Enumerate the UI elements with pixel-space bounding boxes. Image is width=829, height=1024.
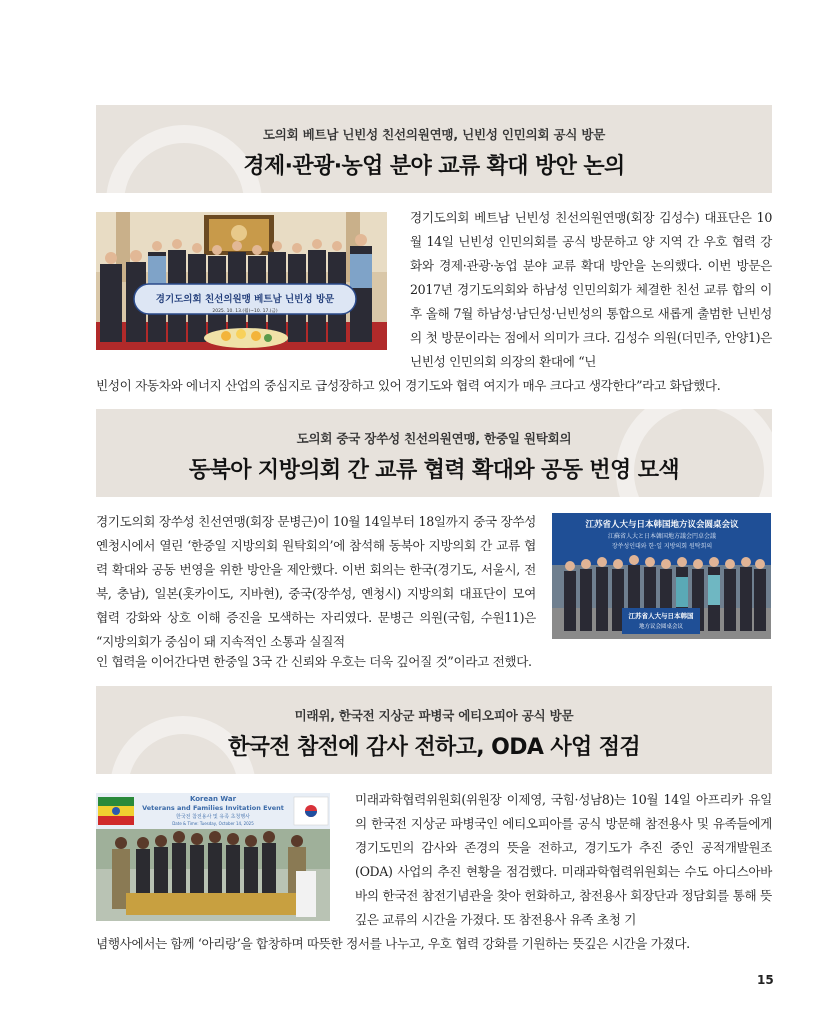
- article-3-body-wrapped: 미래과학협력위원회(위원장 이제영, 국힘·성남8)는 10월 14일 아프리카 유일의 한국전 지상군 파병국인 에티오피아를 공식 방문해 참전용사 및 유족들에게 경기도민의 감사와 존경의 뜻을 전하고, 경기도가 추진 중인 공적개발원조(ODA) 사업의 추진 현황을 점검했다. 미래과학협력위원회는 수도 아디스아바바의 한국전 참전기념관을 찾아 헌화하고, 참전용사 회장단과 정담회를 통해 뜻깊은 교류의 시간을 가졌다. 또 참전용사 유족 초청 기: [355, 792, 772, 927]
- article-3-photo-banner-2: Veterans and Families Invitation Event: [142, 804, 284, 812]
- article-3-body-full: 념행사에서는 함께 ‘아리랑’을 합창하며 따뜻한 정서를 나누고, 우호 협력 강화를 기원하는 뜻깊은 시간을 가졌다.: [96, 936, 690, 951]
- article-3-photo-banner-1: Korean War: [189, 795, 237, 803]
- article-2-header: [96, 409, 772, 497]
- article-1-photo-banner: 경기도의회 친선의원맹 베트남 닌빈성 방문: [155, 294, 335, 305]
- article-3-subtitle: 미래위, 한국전 지상군 파병국 에티오피아 공식 방문: [294, 708, 574, 723]
- article-2-photo-banner-2: 江蘇省人大と日本韓国地方議会円卓会議: [607, 533, 717, 540]
- article-1-subtitle: 도의회 베트남 닌빈성 친선의원연맹, 닌빈성 인민의회 공식 방문: [262, 127, 606, 142]
- article-1-body-wrapped: 경기도의회 베트남 닌빈성 친선의원연맹(회장 김성수) 대표단은 10월 14일 닌빈성 인민의회를 공식 방문하고 양 지역 간 우호 협력 강화와 경제·관광·농업 분야 교류 확대 방안을 논의했다. 이번 방문은 2017년 경기도의회와 하남성 인민의회가 체결한 친선 교류 합의 이후 올해 7월 하남성·남딘성·닌빈성의 통합으로 새롭게 출범한 닌빈성의 첫 방문이라는 점에서 의미가 크다. 김성수 의원(더민주, 안양1)은 닌빈성 인민의회 의장의 환대에 “닌: [410, 210, 772, 369]
- page-number: 15: [757, 973, 774, 987]
- article-3-title: 한국전 참전에 감사 전하고, ODA 사업 점검: [227, 735, 641, 760]
- article-3-photo-banner-3: 한국전 참전용사 및 유족 초청행사: [176, 814, 250, 820]
- article-3-photo-banner-4: Date & Time: Tuesday, October 14, 2025: [172, 821, 254, 826]
- article-2-photo-banner-3: 장쑤성인대와 한·일 지방의회 원탁회의: [611, 543, 713, 550]
- article-1-header: [96, 105, 772, 193]
- article-1-body-full: 빈성이 자동차와 에너지 산업의 중심지로 급성장하고 있어 경기도와 협력 여지가 매우 크다고 생각한다”라고 화답했다.: [96, 378, 721, 393]
- article-2-subtitle: 도의회 중국 장쑤성 친선의원연맹, 한중일 원탁회의: [296, 431, 572, 446]
- article-1-photo: [96, 212, 387, 350]
- article-3-header: [96, 686, 772, 774]
- article-2-body-full: 인 협력을 이어간다면 한중일 3국 간 신뢰와 우호는 더욱 깊어질 것”이라고 전했다.: [96, 654, 532, 669]
- article-2-photo-banner-1: 江苏省人大与日本韩国地方议会圆桌会议: [585, 520, 739, 530]
- article-1-photo-date: 2025. 10. 13.(월)~10. 17.(금): [212, 309, 278, 314]
- article-2-photo-stand-1: 江苏省人大与日本韩国: [628, 612, 694, 620]
- article-2-photo: [552, 513, 771, 639]
- article-2-photo-stand-2: 地方议会圆桌会议: [638, 624, 684, 630]
- article-1-title: 경제·관광·농업 분야 교류 확대 방안 논의: [243, 154, 625, 179]
- article-2-title: 동북아 지방의회 간 교류 협력 확대와 공동 번영 모색: [188, 458, 680, 483]
- article-2-body-wrapped: 경기도의회 장쑤성 친선연맹(회장 문병근)이 10월 14일부터 18일까지 중국 장쑤성 옌청시에서 열린 ‘한중일 지방의회 원탁회의’에 참석해 동북아 지방의회 간 교류 협력 확대와 공동 번영을 위한 방안을 제안했다. 이번 회의는 한국(경기도, 서울시, 전북, 충남), 일본(홋카이도, 지바현), 중국(장쑤성, 옌청시) 지방의회 대표단이 모여 협력 강화와 상호 이해 증진을 모색하는 자리였다. 문병근 의원(국힘, 수원11)은 “지방의회가 중심이 돼 지속적인 소통과 실질적: [96, 514, 536, 649]
- article-3-photo: [96, 793, 330, 921]
